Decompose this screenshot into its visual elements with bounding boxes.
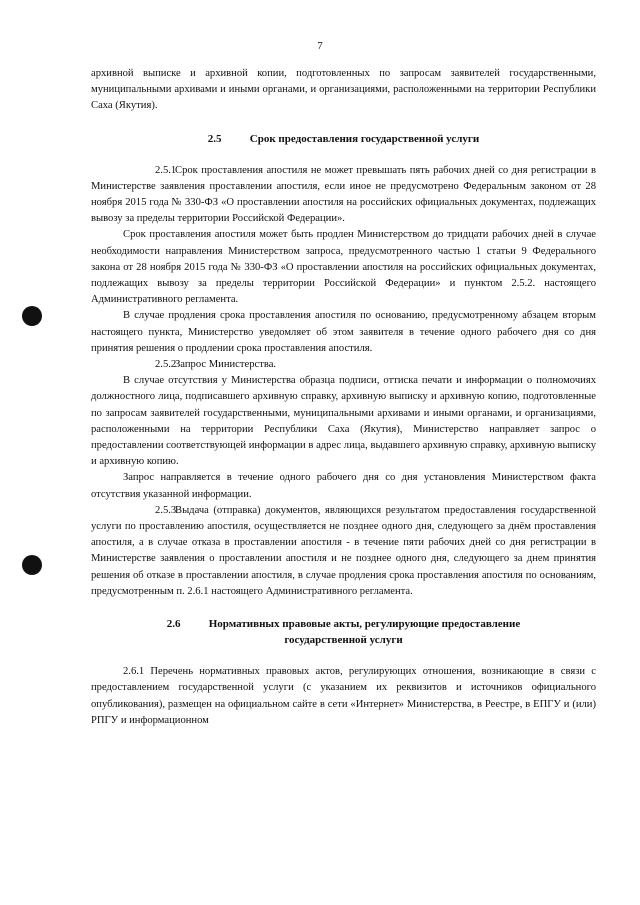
clause-text: Запрос Министерства.: [175, 359, 277, 371]
clause-text: Выдача (отправка) документов, являющихся результатом предоставления государственной услуги по проставлению апостиля, осуществляется не позднее одного дня, следующего за днём проставления апостиля, а в случае отказа в проставлении апостиля - в течение пяти рабочих дней со дня регистрации в Министерстве заявления о проставлении апостиля и не позднее одного дня, следующего за днем принятия решения об отказе в проставлении апостиля, в случае продления срока проставления апостиля по основаниям, предусмотренным п. 2.6.1 настоящего Административного регламента.: [91, 504, 596, 597]
document-body: [91, 66, 596, 729]
paragraph-continued: архивной выписке и архивной копии, подготовленных по запросам заявителей государственными, муниципальными архивами и иными органами, и организациями, расположенными на территории Республики Саха (Якутия).: [91, 68, 596, 112]
clause-number: 2.5.2: [155, 359, 177, 371]
clause-number: 2.5.3: [155, 504, 177, 516]
section-title-line2: государственной услуги: [284, 634, 403, 647]
paragraph-request-case: В случае отсутствия у Министерства образца подписи, оттиска печати и информации о полномочиях должностного лица, подписавшего архивную справку, архивную выписку и архивную копию, подготовленные по запросам заявителей государственными, муниципальными архивами и иными органами, и организациями, расположенными на территории Республики Саха (Якутия), Министерство направляет запрос о предоставлении соответствующей информации в адрес лица, выдавшего архивную справку, архивную выписку и архивную копию.: [91, 375, 596, 468]
section-number: 2.5: [207, 132, 222, 145]
paragraph-extension: Срок проставления апостиля может быть продлен Министерством до тридцати рабочих дней в случае необходимости направления Министерством запроса, предусмотренного частью 1 статьи 9 Федерального закона от 28 ноября 2015 года № 330-ФЗ «О проставлении апостиля на российских официальных документах, подлежащих вывозу за пределы территории Российской Федерации» и пунктом 2.5.2. настоящего Административного регламента.: [91, 229, 596, 306]
paragraph-2-5-2: [91, 357, 596, 373]
section-heading-2-6: [91, 616, 596, 648]
section-heading-2-5: [91, 131, 596, 147]
clause-number: 2.5.1: [155, 164, 177, 176]
section-title: Срок предоставления государственной услуги: [249, 132, 480, 145]
paragraph-2-5-3: [91, 503, 596, 600]
clause-text: Срок проставления апостиля не может превышать пять рабочих дней со дня регистрации в Министерстве заявления проставлении апостиля, если иное не предусмотрено Федеральным законом от 28 ноября 2015 года № 330-ФЗ «О проставлении апостиля на российских официальных документах, подлежащих вывозу за пределы территории Российской Федерации».: [91, 164, 596, 225]
paragraph-request-timing: Запрос направляется в течение одного рабочего дня со дня установления Министерством факта отсутствия указанной информации.: [91, 472, 596, 500]
punch-hole-mark: [22, 306, 42, 326]
paragraph-2-6-1: 2.6.1 Перечень нормативных правовых актов, регулирующих отношения, возникающие в связи с предоставлением государственной услуги (с указанием их реквизитов и источников официального опубликования), размещен на официальном сайте в сети «Интернет» Министерства, в Реестре, в ЕПГУ и (или) РПГУ и информационном: [91, 666, 596, 726]
page-number: 7: [317, 40, 323, 52]
paragraph-2-5-1: [91, 163, 596, 228]
section-number: 2.6: [166, 618, 181, 631]
paragraph-notification: В случае продления срока проставления апостиля по основанию, предусмотренному абзацем вторым настоящего пункта, Министерство уведомляет об этом заявителя в течение одного рабочего дня со дня принятия решения о продлении срока проставления апостиля.: [91, 310, 596, 354]
punch-hole-mark: [22, 555, 42, 575]
section-title: Нормативных правовые акты, регулирующие предоставление: [208, 618, 521, 631]
